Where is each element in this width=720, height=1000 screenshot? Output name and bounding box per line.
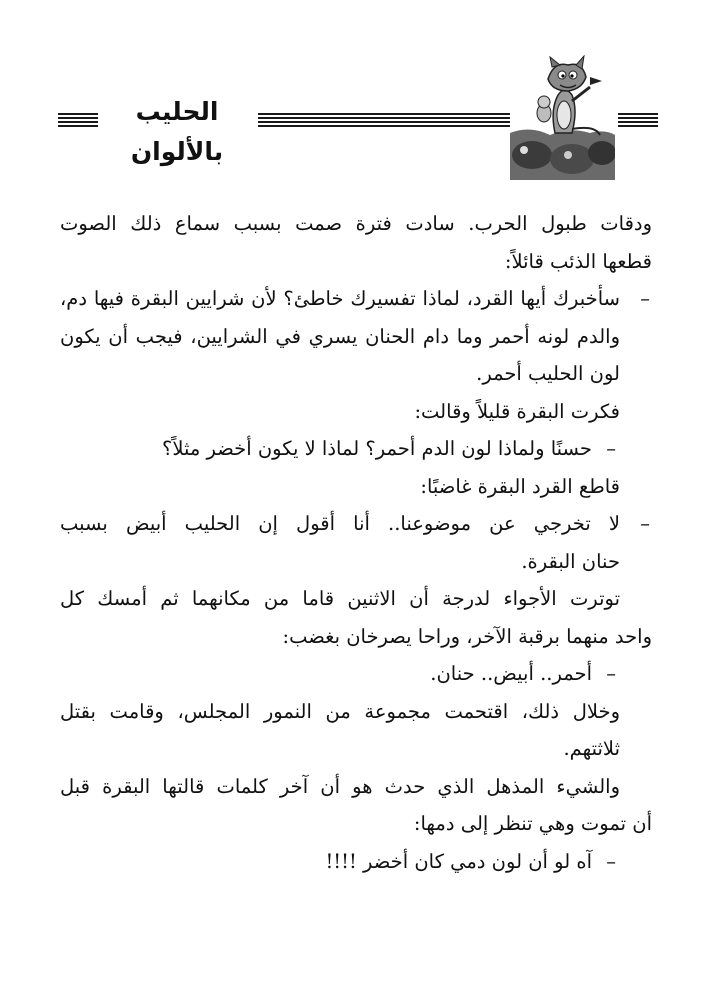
paragraph-line: والدم لونه أحمر وما دام الحنان يسري في الشرايين، فيجب أن يكون (60, 324, 620, 348)
paragraph-line: قطعها الذئب قائلاً: (504, 249, 652, 273)
paragraph-line: فكرت البقرة قليلاً وقالت: (414, 399, 620, 423)
decorative-rule-right (618, 113, 658, 127)
paragraph-line: لون الحليب أحمر. (476, 362, 620, 385)
paragraph-line: توترت الأجواء لدرجة أن الاثنين قاما من مكانهما ثم أمسك كل (60, 587, 620, 610)
dialogue-line: – آه لو أن لون دمي كان أخضر !!!! (60, 843, 652, 881)
paragraph-line: واحد منهما برقبة الآخر، وراحا يصرخان بغضب: (282, 624, 652, 648)
paragraph-line: أن تموت وهي تنظر إلى دمها: (413, 812, 652, 835)
dialogue-line: – حسنًا ولماذا لون الدم أحمر؟ لماذا لا يكون أخضر مثلاً؟ (60, 430, 652, 468)
story-text (60, 205, 652, 880)
dialogue-line: – سأخبرك أيها القرد، لماذا تفسيرك خاطئ؟ لأن شرايين البقرة فيها دم، (60, 280, 652, 318)
book-title: الحليب بالألوان (130, 97, 224, 166)
dialogue-line: – أحمر.. أبيض.. حنان. (60, 655, 652, 693)
page-header (0, 0, 720, 200)
decorative-rule-middle (258, 113, 510, 127)
paragraph-line: قاطع القرد البقرة غاضبًا: (420, 474, 620, 498)
decorative-rule-left (58, 113, 98, 127)
paragraph-line: وخلال ذلك، اقتحمت مجموعة من النمور المجلس، وقامت بقتل ثلاثتهم. (60, 699, 620, 760)
cartoon-wolf-with-cows-icon (510, 55, 615, 180)
paragraph-line: حنان البقرة. (521, 549, 620, 573)
paragraph-line: ودقات طبول الحرب. سادت فترة صمت بسبب سماع ذلك الصوت (60, 212, 652, 235)
dialogue-line: – لا تخرجي عن موضوعنا.. أنا أقول إن الحليب أبيض بسبب (60, 505, 652, 543)
paragraph-line: والشيء المذهل الذي حدث هو أن آخر كلمات قالتها البقرة قبل (60, 774, 620, 798)
